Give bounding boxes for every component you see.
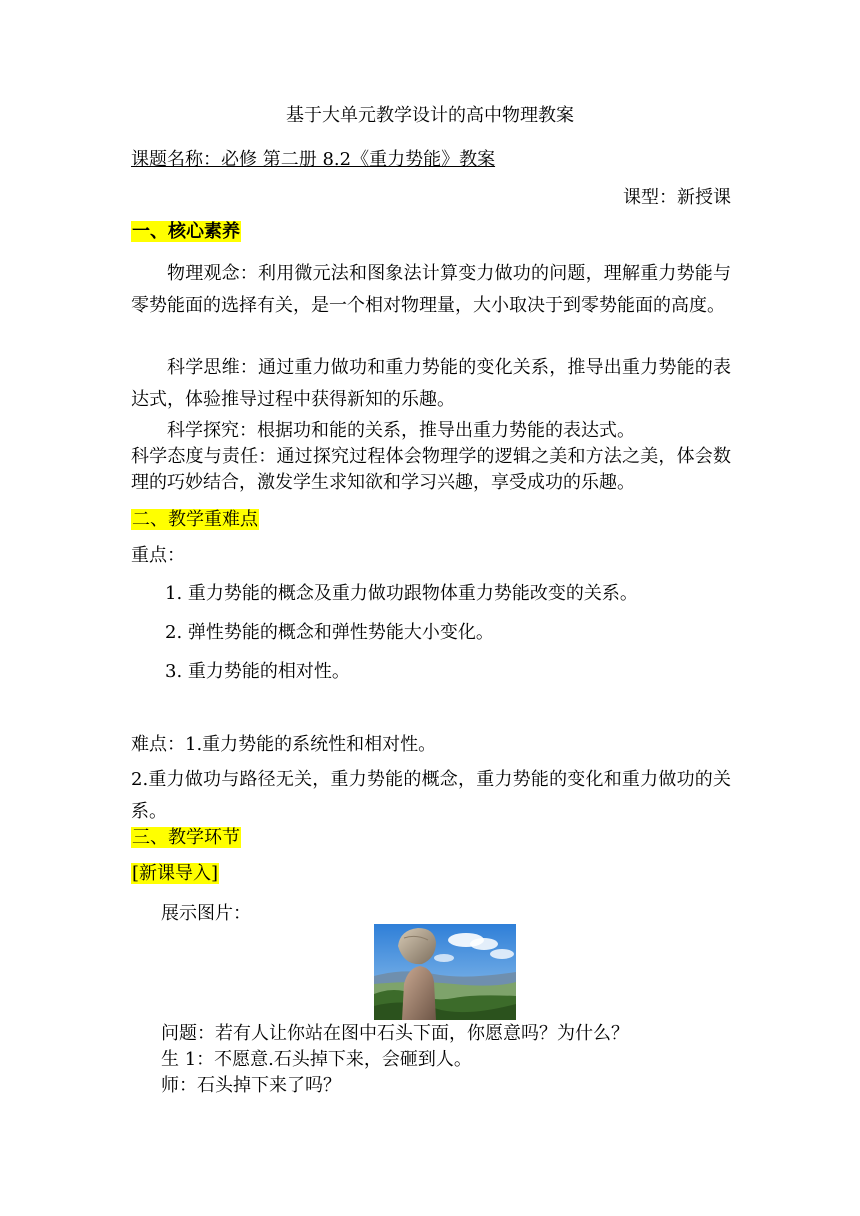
heading-text: 二、教学重难点 — [132, 509, 258, 530]
key-point-item: 2. 弹性势能的概念和弹性势能大小变化。 — [165, 622, 494, 643]
document-title: 基于大单元教学设计的高中物理教案 — [286, 105, 574, 126]
section-heading-key-difficult — [131, 508, 731, 532]
balanced-rock-photo — [374, 924, 516, 1020]
key-point-item: 3. 重力势能的相对性。 — [165, 661, 350, 682]
sub-heading-text: [新课导入] — [132, 863, 219, 884]
sub-heading-new-lesson — [131, 862, 731, 886]
section-heading-teaching-steps — [131, 826, 731, 850]
question-line: 问题：若有人让你站在图中石头下面，你愿意吗？为什么？ — [161, 1023, 629, 1044]
show-picture-label: 展示图片： — [161, 903, 251, 924]
paragraph-physics-concept: 物理观念：利用微元法和图象法计算变力做功的问题，理解重力势能与零势能面的选择有关，是一个相对物理量，大小取决于到零势能面的高度。 — [131, 263, 731, 316]
difficulty-line-2: 2.重力做功与路径无关，重力势能的概念，重力势能的变化和重力做功的关系。 — [131, 769, 731, 822]
course-type: 课型：新授课 — [623, 187, 731, 208]
teacher-question-line: 师：石头掉下来了吗？ — [161, 1075, 341, 1096]
heading-text: 一、核心素养 — [132, 221, 240, 242]
section-heading-core-literacy — [131, 220, 731, 244]
student-answer-line: 生 1：不愿意.石头掉下来，会砸到人。 — [161, 1049, 472, 1070]
key-points-label: 重点： — [131, 545, 185, 566]
heading-text: 三、教学环节 — [132, 827, 240, 848]
paragraph-scientific-attitude: 科学态度与责任：通过探究过程体会物理学的逻辑之美和方法之美，体会数理的巧妙结合，激发学生求知欲和学习兴趣，享受成功的乐趣。 — [131, 446, 731, 493]
course-name: 课题名称：必修 第二册 8.2《重力势能》教案 — [131, 149, 496, 170]
paragraph-scientific-inquiry: 科学探究：根据功和能的关系，推导出重力势能的表达式。 — [167, 420, 635, 441]
paragraph-scientific-thinking: 科学思维：通过重力做功和重力势能的变化关系，推导出重力势能的表达式，体验推导过程中获得新知的乐趣。 — [131, 357, 731, 410]
difficulty-line-1: 难点：1.重力势能的系统性和相对性。 — [131, 734, 437, 755]
key-point-item: 1. 重力势能的概念及重力做功跟物体重力势能改变的关系。 — [165, 583, 638, 604]
